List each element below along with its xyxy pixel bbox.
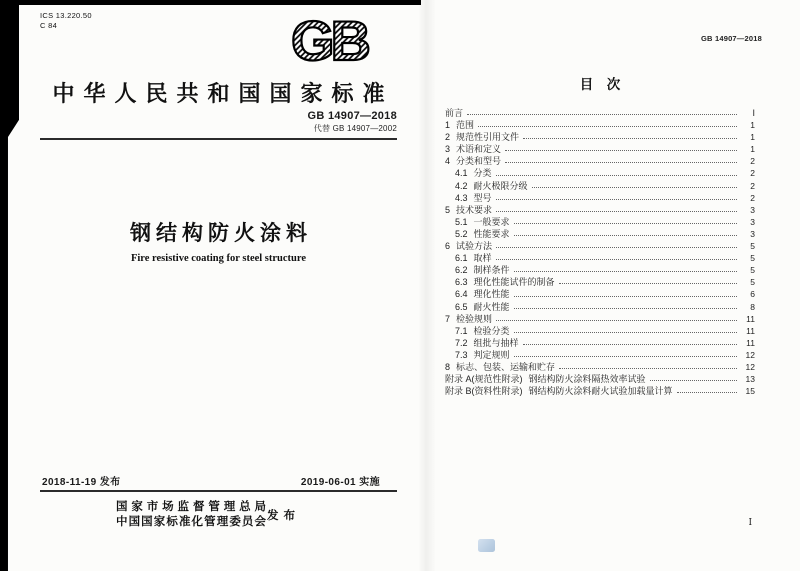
toc-entry-page: 5 [750, 265, 755, 276]
gb-standard-logo-icon [260, 11, 398, 71]
toc-entry-number: 6 [445, 241, 451, 252]
watermark-icon [478, 539, 495, 552]
toc-entry-label: 检验规则 [456, 313, 493, 324]
toc-entry-number: 5 [445, 204, 451, 215]
toc-dot-leader [496, 211, 737, 212]
toc-entry-page: 2 [750, 180, 755, 191]
toc-entry-page: 12 [745, 361, 755, 372]
toc-dot-leader [496, 247, 737, 248]
toc-entry-page: 3 [750, 216, 755, 227]
toc-dot-leader [514, 356, 737, 357]
toc-entry [445, 191, 755, 203]
toc-entry-label: 标志、包装、运输和贮存 [456, 361, 556, 372]
toc-entry-page: 11 [746, 325, 755, 336]
toc-entry [445, 360, 755, 372]
toc-header-standard-code: GB 14907—2018 [701, 34, 762, 43]
toc-entry [445, 166, 755, 178]
page-seam [418, 0, 436, 571]
toc-entry-page: 5 [750, 241, 755, 252]
toc-dot-leader [514, 296, 737, 297]
toc-entry-label: 范围 [456, 120, 475, 131]
toc-dot-leader [496, 175, 737, 176]
toc-entry [445, 118, 755, 130]
toc-dot-leader [650, 380, 737, 381]
toc-dot-leader [523, 344, 737, 345]
toc-entry-label: 检验分类 [473, 325, 510, 336]
ics-code: ICS 13.220.50 [40, 11, 92, 20]
toc-entry [445, 300, 755, 312]
toc-entry-number: 7.2 [455, 337, 468, 348]
toc-entry [445, 130, 755, 142]
toc-entry-page: 3 [750, 204, 755, 215]
cover-bottom-rule [40, 490, 397, 492]
toc-dot-leader [514, 308, 737, 309]
toc-entry-number: 3 [445, 144, 451, 155]
toc-entry-number: 2 [445, 132, 451, 143]
toc-entry [445, 275, 755, 287]
toc-entry [445, 384, 755, 396]
toc-dot-leader [532, 187, 737, 188]
publish-label: 发布 [267, 510, 300, 522]
toc-entry-page: 6 [750, 289, 755, 300]
toc-entry-label: 判定规则 [473, 349, 510, 360]
toc-entry-number: 4 [445, 156, 451, 167]
toc-dot-leader [514, 271, 737, 272]
toc-entry-label: 理化性能 [473, 289, 510, 300]
toc-footer-page-number: Ⅰ [748, 517, 752, 527]
toc-entry-number: 7.1 [455, 325, 468, 336]
toc-entry [445, 142, 755, 154]
issuer-line-2: 中国国家标准化管理委员会 [116, 516, 266, 528]
toc-entry-label: 型号 [473, 192, 492, 203]
standard-code-block [200, 110, 397, 134]
toc-entry [445, 263, 755, 275]
toc-entry-number: 6.3 [455, 277, 468, 288]
toc-entry-label: 钢结构防火涂料隔热效率试验 [528, 374, 646, 385]
toc-entry-label: 性能要求 [473, 228, 510, 239]
toc-entry [445, 239, 755, 251]
toc-dot-leader [514, 223, 737, 224]
toc-entry-page: 3 [750, 228, 755, 239]
toc-entry-label: 组批与抽样 [473, 337, 519, 348]
issuer-line-1: 国家市场监督管理总局 [116, 501, 266, 513]
national-standard-heading: 中华人民共和国国家标准 [52, 81, 394, 106]
toc-dot-leader [559, 368, 737, 369]
toc-entry-number: 1 [445, 120, 451, 131]
toc-dot-leader [514, 235, 737, 236]
toc-entry-page: 8 [750, 301, 755, 312]
toc-list [445, 106, 755, 396]
toc-entry-number: 附录 B(资料性附录) [445, 386, 523, 397]
toc-entry-page: 13 [745, 374, 755, 385]
toc-entry-label: 理化性能试件的制备 [473, 277, 555, 288]
dates-row [42, 473, 380, 488]
toc-entry-number: 8 [445, 361, 451, 372]
scan-edge-top [0, 0, 421, 5]
toc-entry-label: 技术要求 [456, 204, 493, 215]
toc-dot-leader [523, 138, 737, 139]
toc-entry [445, 312, 755, 324]
toc-entry-page: 1 [750, 144, 755, 155]
toc-entry-number: 4.3 [455, 192, 468, 203]
toc-entry-label: 耐火极限分级 [473, 180, 528, 191]
toc-entry-label: 规范性引用文件 [456, 132, 520, 143]
toc-entry-number: 附录 A(规范性附录) [445, 374, 523, 385]
toc-entry [445, 215, 755, 227]
toc-entry [445, 179, 755, 191]
toc-entry-page: 1 [750, 132, 755, 143]
toc-dot-leader [496, 320, 737, 321]
toc-entry-number: 7 [445, 313, 451, 324]
standard-code: GB 14907—2018 [307, 110, 397, 122]
toc-entry-label: 分类 [473, 168, 492, 179]
toc-entry-page: 2 [750, 192, 755, 203]
scan-edge-left [0, 0, 19, 571]
toc-entry-label: 前言 [445, 108, 464, 118]
toc-entry [445, 227, 755, 239]
toc-entry [445, 106, 755, 118]
toc-entry-page: 5 [750, 253, 755, 264]
toc-entry-label: 分类和型号 [456, 156, 502, 167]
implement-date: 2019-06-01 实施 [300, 477, 380, 488]
toc-entry-page: 12 [745, 349, 755, 360]
toc-entry-number: 5.1 [455, 216, 468, 227]
toc-dot-leader [496, 199, 737, 200]
toc-dot-leader [505, 162, 737, 163]
toc-entry [445, 287, 755, 299]
toc-entry-label: 制样条件 [473, 265, 510, 276]
toc-entry-number: 5.2 [455, 228, 468, 239]
toc-dot-leader [514, 332, 737, 333]
toc-entry-number: 6.4 [455, 289, 468, 300]
toc-entry [445, 251, 755, 263]
toc-entry-number: 7.3 [455, 349, 468, 360]
toc-entry [445, 336, 755, 348]
toc-entry-label: 试验方法 [456, 241, 493, 252]
toc-dot-leader [478, 126, 737, 127]
toc-entry-page: 11 [746, 313, 755, 324]
issue-date: 2018-11-19 发布 [42, 477, 121, 488]
toc-entry-page: 15 [745, 386, 755, 397]
toc-entry-number: 6.5 [455, 301, 468, 312]
toc-dot-leader [505, 150, 737, 151]
toc-entry-page: Ⅰ [752, 108, 755, 118]
standard-title-chinese: 钢结构防火涂料 [130, 222, 312, 245]
toc-dot-leader [467, 114, 737, 115]
toc-entry [445, 154, 755, 166]
class-code: C 84 [40, 20, 58, 30]
toc-entry [445, 324, 755, 336]
toc-entry-label: 钢结构防火涂料耐火试验加载量计算 [528, 386, 673, 397]
toc-entry-number: 4.1 [455, 168, 468, 179]
toc-title: 目 次 [579, 77, 621, 92]
toc-entry [445, 348, 755, 360]
toc-entry-label: 一般要求 [473, 216, 510, 227]
toc-entry-page: 11 [746, 337, 755, 348]
toc-entry [445, 203, 755, 215]
toc-entry-number: 6.1 [455, 253, 468, 264]
toc-entry-label: 取样 [473, 253, 492, 264]
toc-entry-number: 4.2 [455, 180, 468, 191]
toc-entry [445, 372, 755, 384]
toc-entry-label: 耐火性能 [473, 301, 510, 312]
toc-dot-leader [677, 392, 737, 393]
issuer-block [116, 500, 266, 530]
toc-dot-leader [559, 283, 737, 284]
toc-dot-leader [496, 259, 737, 260]
toc-entry-number: 6.2 [455, 265, 468, 276]
toc-entry-page: 2 [750, 168, 755, 179]
toc-entry-label: 术语和定义 [456, 144, 502, 155]
replaces-note: 代替 GB 14907—2002 [313, 124, 397, 133]
toc-entry-page: 5 [750, 277, 755, 288]
standard-title-english: Fire resistive coating for steel structure [130, 253, 307, 264]
gb-logo-text: GB [291, 11, 367, 71]
toc-entry-page: 2 [750, 156, 755, 167]
toc-entry-page: 1 [750, 120, 755, 131]
ics-classification [40, 11, 92, 30]
cover-top-rule [40, 138, 397, 140]
